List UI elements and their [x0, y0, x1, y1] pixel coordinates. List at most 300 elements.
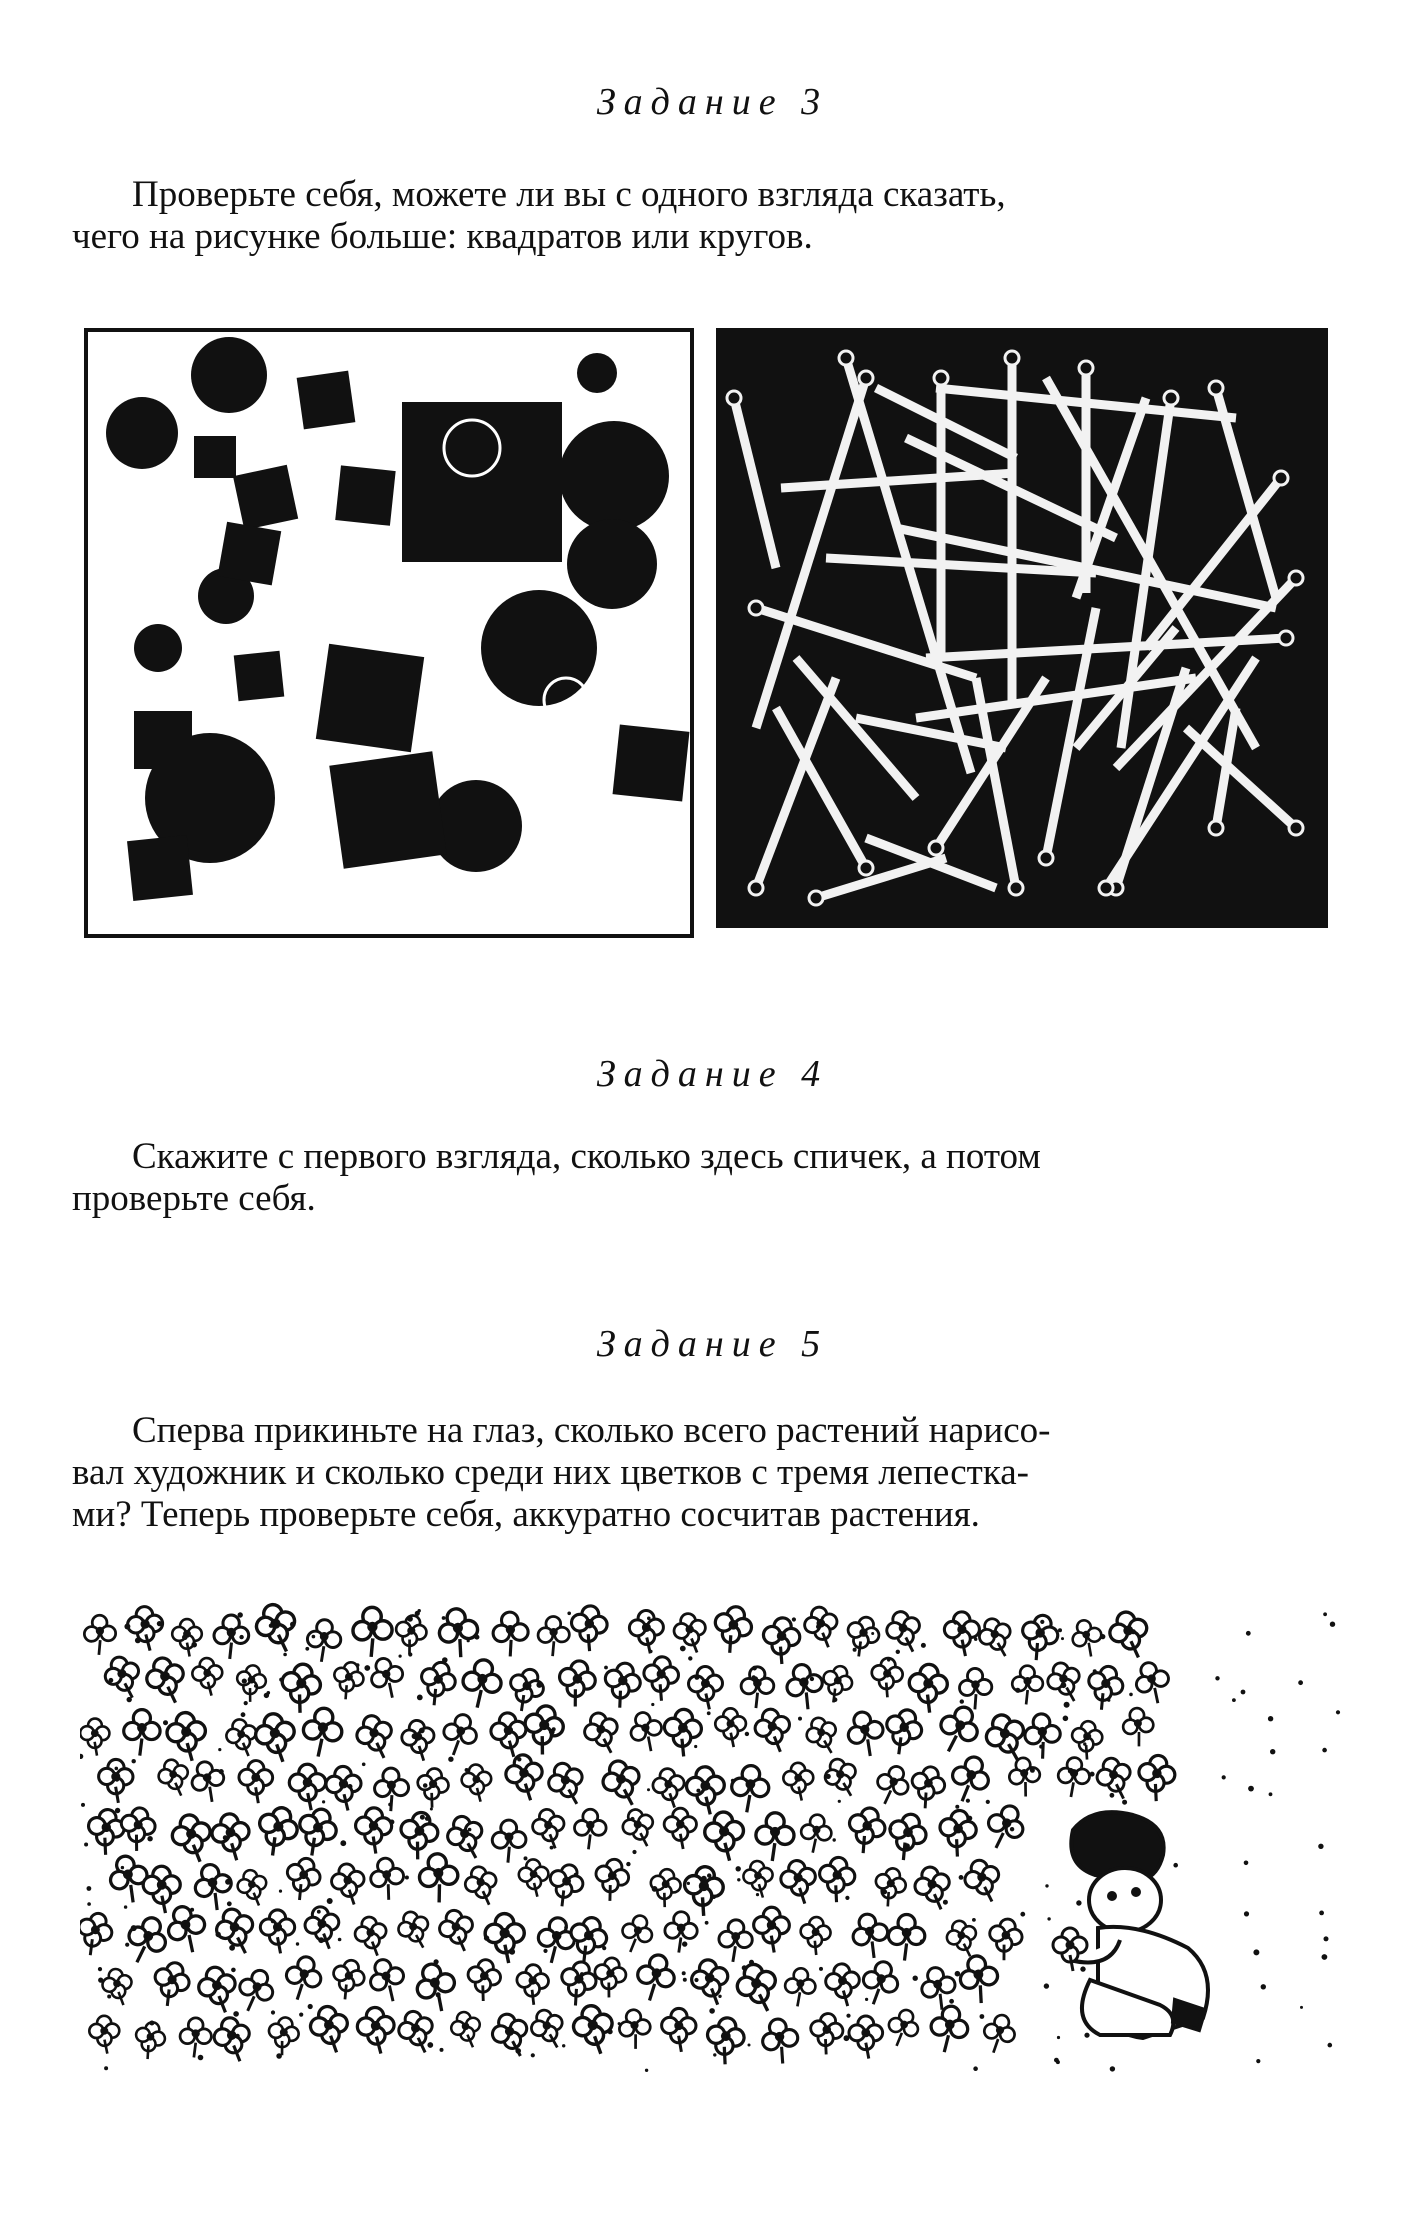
ground-dot — [682, 1971, 686, 1975]
task4-text — [72, 1136, 1332, 1220]
clover-plant — [439, 1711, 481, 1759]
ground-dot — [442, 1616, 446, 1620]
clover-plant — [980, 2012, 1018, 2056]
clover-plant — [907, 1663, 948, 1714]
ground-dot — [608, 2029, 613, 2034]
ground-dot — [408, 1652, 412, 1656]
ground-dot — [279, 1678, 283, 1682]
clover-plant — [239, 1760, 273, 1803]
ground-dot — [1244, 1911, 1249, 1916]
task3-line-2: чего на рисунке больше: квадратов или кругов. — [72, 216, 813, 257]
ground-dot — [1298, 1680, 1303, 1685]
ground-dot — [322, 1800, 325, 1803]
clover-plant — [126, 1605, 164, 1652]
ground-dot — [1076, 1900, 1081, 1905]
ground-dot — [1010, 1827, 1014, 1831]
clover-plant — [308, 2004, 352, 2056]
clover-plant — [121, 1912, 172, 1969]
ground-dot — [1110, 2066, 1115, 2071]
ground-dot — [115, 1777, 120, 1782]
ground-dot — [121, 1866, 124, 1869]
ground-dot — [647, 1788, 650, 1791]
ground-dot — [718, 1995, 721, 1998]
ground-dot — [81, 1803, 85, 1807]
ground-dot — [1248, 1786, 1254, 1792]
ground-dot — [647, 1617, 651, 1621]
clover-plant — [618, 1912, 657, 1956]
ground-dot — [1057, 2036, 1060, 2039]
clover-plant — [191, 1657, 223, 1697]
ground-dot — [216, 1932, 221, 1937]
clover-plant — [665, 1911, 698, 1952]
clover-plant — [353, 1711, 398, 1763]
ground-dot — [405, 1876, 409, 1880]
ground-dot — [227, 1901, 232, 1906]
clover-plant — [843, 1708, 889, 1761]
ground-dot — [901, 1722, 905, 1726]
ground-dot — [244, 1701, 248, 1705]
task4-heading: Задание 4 — [596, 1053, 829, 1095]
ground-dot — [974, 1638, 977, 1641]
ground-dot — [362, 1763, 366, 1767]
ground-dot — [980, 2014, 985, 2019]
ground-dot — [124, 1624, 130, 1630]
ground-dot — [845, 1896, 849, 1900]
clover-plant — [291, 1804, 342, 1861]
clover-plant — [944, 1612, 980, 1657]
ground-dot — [1107, 1699, 1110, 1702]
clover-plant — [165, 1711, 208, 1763]
clover-plant — [233, 1663, 268, 1704]
ground-dot — [745, 1732, 749, 1736]
clover-plant — [278, 1661, 324, 1715]
ground-dot — [109, 1678, 114, 1683]
ground-dot — [448, 1757, 453, 1762]
clover-plant — [718, 1919, 753, 1962]
ground-dot — [580, 1972, 584, 1976]
ground-dot — [104, 2066, 108, 2070]
ground-dot — [749, 1960, 754, 1965]
clover-plant — [464, 1957, 503, 2003]
clover-field-figure — [80, 1600, 1350, 2080]
clover-plant — [591, 1955, 629, 1999]
ground-dot — [550, 1846, 554, 1850]
ground-dot — [1020, 1912, 1025, 1917]
ground-dot — [115, 1767, 119, 1771]
ground-dot — [1319, 1911, 1324, 1916]
clover-plant — [162, 1901, 212, 1957]
ground-dot — [1323, 1612, 1327, 1616]
clover-plant — [210, 1812, 252, 1862]
clover-plant — [143, 1866, 181, 1914]
clover-plant — [779, 1858, 819, 1906]
clover-plant — [871, 1865, 910, 1909]
ground-dot — [308, 2004, 313, 2009]
clover-plant — [436, 1606, 482, 1661]
ground-dot — [417, 1695, 423, 1701]
ground-dot — [1270, 1749, 1275, 1754]
ground-dot — [1324, 1936, 1329, 1941]
ground-dot — [1244, 1861, 1249, 1866]
clover-plant — [783, 1762, 814, 1801]
ground-dot — [1336, 1710, 1340, 1714]
clover-plant — [732, 1959, 783, 2017]
clover-plant — [515, 1964, 549, 2006]
clover-plant — [395, 2007, 439, 2057]
clover-plant — [169, 1811, 216, 1866]
clover-plant — [492, 1819, 527, 1863]
clover-plant — [155, 1756, 193, 1799]
clover-plant — [131, 2019, 168, 2062]
clover-plant — [327, 1956, 368, 2003]
ground-dot — [838, 1800, 841, 1803]
ground-dot — [191, 1642, 197, 1648]
clover-plant — [1082, 1662, 1127, 1714]
clover-plant — [411, 1959, 462, 2017]
clover-plant — [888, 1915, 924, 1961]
clover-plant — [1135, 1753, 1177, 1803]
clover-plant — [530, 1807, 568, 1852]
clover-plant — [911, 1863, 955, 1914]
ground-dot — [632, 1850, 636, 1854]
clover-plant — [352, 1914, 390, 1958]
clover-plant — [488, 2009, 534, 2062]
ground-dot — [312, 1635, 316, 1639]
ground-dot — [752, 1676, 758, 1682]
ground-dot — [955, 1805, 959, 1809]
ground-dot — [562, 2044, 565, 2047]
ground-dot — [264, 1693, 269, 1698]
clover-plant — [489, 1711, 528, 1758]
ground-dot — [833, 1838, 836, 1841]
clover-plant — [957, 1953, 1002, 2006]
ground-dot — [239, 1635, 243, 1639]
clover-plant — [715, 1708, 746, 1747]
ground-dot — [959, 1875, 964, 1880]
ground-dot — [819, 1967, 823, 1971]
ground-dot — [420, 1815, 425, 1820]
clover-plant — [1106, 1608, 1154, 1663]
ground-dot — [127, 1697, 132, 1702]
clover-plant — [741, 1666, 774, 1708]
ground-dot — [269, 1624, 273, 1628]
ground-dot — [1322, 1748, 1327, 1753]
ground-dot — [574, 1873, 578, 1877]
ground-dot — [1268, 1716, 1273, 1721]
clover-plant — [504, 1753, 546, 1803]
task5-text — [72, 1410, 1332, 1536]
ground-dot — [219, 1769, 224, 1774]
ground-dot — [649, 1650, 652, 1653]
ground-dot — [920, 1939, 924, 1943]
ground-dot — [1068, 1768, 1074, 1774]
ground-dot — [1122, 1800, 1127, 1805]
ground-dot — [1044, 1983, 1049, 1988]
clover-plant — [626, 1708, 668, 1755]
ground-dot — [960, 1699, 964, 1703]
ground-dot — [731, 1779, 735, 1783]
clover-plant — [537, 1616, 570, 1657]
clover-plant — [688, 1666, 723, 1710]
clover-plant — [947, 1753, 994, 1807]
clover-plant — [325, 1765, 362, 1811]
clover-plant — [816, 1855, 857, 1904]
clover-plant — [1121, 1706, 1156, 1748]
clover-plant — [282, 1954, 324, 2004]
ground-dot — [1090, 1772, 1095, 1777]
ground-dot — [1131, 1629, 1136, 1634]
ground-dot — [1058, 1628, 1062, 1632]
ground-dot — [137, 1822, 142, 1827]
clover-plant — [784, 1967, 816, 2007]
clover-plant — [598, 1756, 647, 1811]
ground-dot — [442, 1657, 448, 1663]
ground-dot — [388, 1803, 392, 1807]
clover-plant — [414, 1766, 451, 1809]
ground-dot — [972, 1918, 976, 1922]
ground-dot — [364, 1665, 370, 1671]
clover-plant — [460, 1658, 503, 1710]
ground-dot — [846, 2014, 850, 2018]
ground-dot — [515, 2048, 521, 2054]
ground-dot — [531, 2053, 535, 2057]
ground-dot — [1129, 1693, 1133, 1697]
ground-dot — [288, 1810, 292, 1814]
ground-dot — [98, 1978, 103, 1983]
ground-dot — [524, 1856, 528, 1860]
ground-dot — [707, 1873, 711, 1877]
clover-plant — [753, 1907, 789, 1953]
clover-plant — [759, 2016, 802, 2067]
clover-plant — [619, 1805, 660, 1851]
ground-dot — [1269, 1792, 1273, 1796]
ground-dot — [1300, 2006, 1303, 2009]
ground-dot — [651, 1703, 654, 1706]
clover-plant — [142, 1654, 190, 1709]
matches-pile-icon — [716, 328, 1328, 928]
ground-dot — [953, 1620, 957, 1624]
clover-plant — [1043, 1658, 1087, 1707]
clover-plant — [253, 1711, 299, 1765]
clover-plant — [329, 1862, 367, 1907]
clover-plant — [574, 1809, 606, 1849]
ground-dot — [271, 1919, 275, 1923]
ground-dot — [1330, 1622, 1335, 1627]
ground-dot — [407, 1616, 413, 1622]
ground-dot — [356, 1663, 360, 1667]
clover-plant — [289, 1764, 326, 1811]
clover-plant — [730, 1765, 769, 1814]
ground-dot — [1110, 1793, 1115, 1798]
ground-dot — [135, 1638, 141, 1644]
ground-dot — [87, 1886, 92, 1891]
ground-dot — [871, 1632, 874, 1635]
ground-dot — [949, 1999, 954, 2004]
clover-plant — [879, 1705, 927, 1759]
ground-dot — [680, 1646, 686, 1652]
ground-dot — [737, 1878, 740, 1881]
ground-dot — [567, 1612, 571, 1616]
ground-dot — [115, 1808, 120, 1813]
ground-dot — [474, 1635, 479, 1640]
clover-plant — [975, 1614, 1018, 1662]
clover-plant — [843, 1804, 890, 1857]
clover-plant — [366, 1654, 409, 1703]
ground-dot — [904, 1843, 910, 1849]
ground-dot — [752, 1666, 757, 1671]
clover-plant — [709, 1603, 756, 1657]
clover-plant — [301, 1707, 344, 1759]
clover-plant — [848, 1910, 893, 1961]
clover-plant — [260, 1910, 294, 1953]
ground-dot — [696, 1789, 700, 1793]
ground-dot — [317, 1910, 321, 1914]
ground-dot — [1080, 1966, 1085, 1971]
ground-dot — [1215, 1676, 1219, 1680]
ground-dot — [798, 1717, 802, 1721]
ground-dot — [1318, 1844, 1323, 1849]
ground-dot — [943, 1900, 948, 1905]
clover-plant — [124, 1710, 160, 1756]
clover-plant — [933, 1701, 984, 1758]
ground-dot — [645, 2069, 648, 2072]
clover-plant — [981, 1801, 1029, 1855]
clover-plant — [906, 1763, 948, 1811]
ground-dot — [705, 1921, 709, 1925]
ground-dot — [238, 1612, 243, 1617]
clover-plant — [417, 1852, 460, 1904]
ground-dot — [709, 2008, 715, 2014]
task5-line-1: Сперва прикиньте на глаз, сколько всего растений нарисо- — [132, 1410, 1051, 1451]
ground-dot — [742, 1965, 747, 1970]
ground-dot — [338, 1938, 342, 1942]
ground-dot — [419, 1728, 425, 1734]
clover-plant — [89, 2016, 120, 2054]
clover-plant — [80, 1718, 110, 1755]
clover-plant — [802, 1713, 843, 1759]
clover-plant — [662, 1708, 703, 1758]
ground-dot — [810, 1677, 814, 1681]
clover-plant — [84, 1615, 117, 1656]
task3-line-1: Проверьте себя, можете ли вы с одного взгляда сказать, — [132, 174, 1006, 215]
ground-dot — [467, 1639, 470, 1642]
clover-plant — [807, 2011, 845, 2056]
clover-plant — [117, 1805, 158, 1853]
ground-dot — [124, 1905, 127, 1908]
clover-plant — [1131, 1658, 1176, 1708]
ground-dot — [687, 1882, 690, 1885]
clover-plant — [799, 1916, 832, 1956]
ground-dot — [1061, 1682, 1067, 1688]
ground-dot — [694, 1745, 697, 1748]
clover-plant — [235, 1867, 271, 1909]
ground-dot — [231, 1968, 236, 1973]
clover-plant — [101, 1652, 146, 1703]
clover-plant — [1007, 1756, 1043, 1799]
ground-dot — [427, 2042, 433, 2048]
ground-dot — [1093, 1669, 1097, 1673]
clover-plant — [883, 1809, 931, 1864]
ground-dot — [1045, 1884, 1048, 1887]
ground-dot — [279, 1890, 282, 1893]
ground-dot — [853, 1648, 857, 1652]
clover-plant — [148, 1958, 194, 2010]
ground-dot — [225, 1879, 231, 1885]
ground-dot — [283, 1653, 287, 1657]
clover-plant — [485, 1913, 525, 1963]
ground-dot — [318, 1937, 324, 1943]
ground-dot — [1061, 1637, 1064, 1640]
matches-figure — [716, 328, 1328, 928]
ground-dot — [1173, 1863, 1178, 1868]
ground-dot — [254, 1684, 257, 1687]
ground-dot — [290, 1622, 296, 1628]
ground-dot — [1063, 1716, 1069, 1722]
ground-dot — [887, 1658, 890, 1661]
clover-plant — [841, 1613, 883, 1661]
ground-dot — [348, 1784, 353, 1789]
ground-dot — [913, 1976, 918, 1981]
ground-dot — [1040, 1620, 1044, 1624]
ground-dot — [1015, 1688, 1020, 1693]
ground-dot — [434, 1676, 440, 1682]
ground-dot — [688, 1656, 692, 1660]
ground-dot — [630, 1817, 634, 1821]
clover-plant — [100, 1967, 135, 2008]
ground-dot — [222, 1814, 225, 1817]
clover-plant — [629, 1610, 664, 1654]
ground-dot — [131, 1925, 137, 1931]
clover-plant — [329, 1659, 367, 1703]
ground-dot — [509, 1949, 515, 1955]
clover-plant — [824, 1962, 861, 2007]
ground-dot — [1030, 1768, 1035, 1773]
ground-dot — [549, 1729, 555, 1735]
clover-plant — [641, 1655, 680, 1702]
clover-plant — [364, 1954, 411, 2006]
ground-dot — [468, 1828, 472, 1832]
ground-dot — [683, 1978, 687, 1982]
clover-plant — [212, 1904, 260, 1959]
clover-plant — [554, 1658, 598, 1710]
clover-plant — [252, 1600, 302, 1657]
task5-line-3: ми? Теперь проверьте себя, аккуратно сосчитав растения. — [72, 1494, 980, 1535]
task4-line-1: Скажите с первого взгляда, сколько здесь спичек, а потом — [132, 1136, 1041, 1177]
ground-dot — [242, 1679, 247, 1684]
clover-plant — [307, 1619, 342, 1662]
ground-dot — [296, 1942, 299, 1945]
clover-plant — [985, 1916, 1025, 1963]
ground-dot — [235, 2034, 240, 2039]
squares-and-circles-figure — [84, 328, 694, 938]
ground-dot — [1222, 1775, 1226, 1779]
ground-dot — [1328, 2043, 1333, 2048]
ground-dot — [430, 1808, 433, 1811]
clover-plant — [85, 1807, 127, 1857]
clover-plant — [849, 2016, 883, 2059]
clover-plant — [802, 1604, 842, 1651]
ground-dot — [1253, 1949, 1259, 1955]
ground-dot — [125, 1943, 129, 1947]
clover-plant — [928, 2004, 970, 2055]
ground-dot — [882, 1889, 887, 1894]
ground-dot — [967, 1816, 972, 1821]
ground-dot — [713, 2053, 716, 2056]
clover-plant — [681, 1864, 725, 1917]
clover-plant — [569, 1604, 609, 1653]
clover-plant — [356, 2006, 396, 2055]
ground-dot — [536, 1682, 542, 1688]
